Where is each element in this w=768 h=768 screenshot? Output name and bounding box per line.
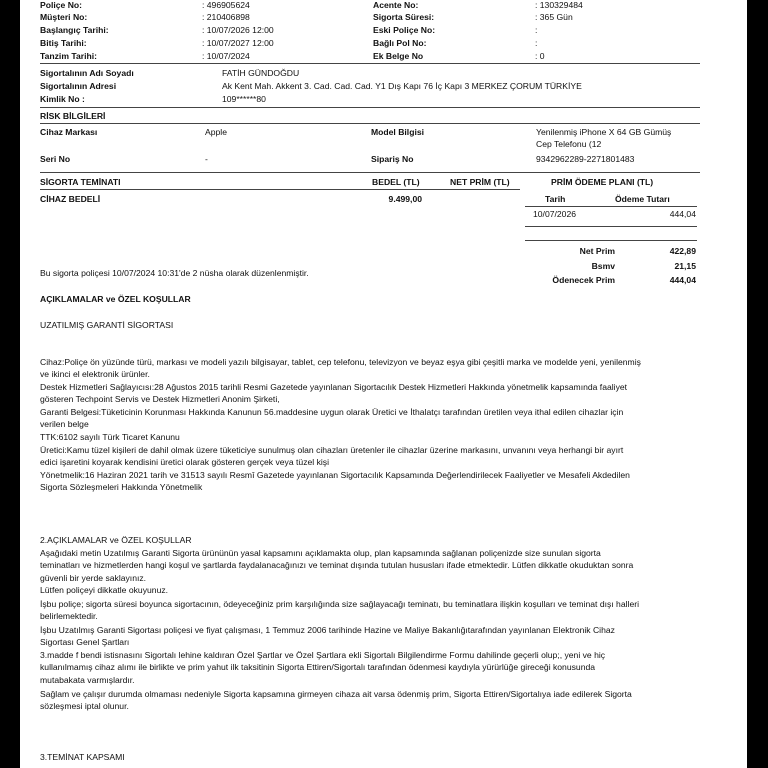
insured-divider (40, 107, 700, 108)
plan-col-amount: Ödeme Tutarı (615, 194, 670, 204)
totals-top-divider (525, 240, 697, 241)
coverage-col-plan: PRİM ÖDEME PLANI (TL) (551, 177, 654, 187)
net-premium-value: 422,89 (669, 246, 696, 256)
section1-line: Yönetmelik:16 Haziran 2021 tarih ve 31513 sayılı Resmî Gazetede yayınlanan Sigortacılık Kapsamında Değerlendirilecek Faaliyetler ve Mesafeli Akdedilen (40, 470, 630, 480)
section2-line: Aşağıdaki metin Uzatılmış Garanti Sigorta ürününün yasal kapsamını açıklamakta olup, plan kapsamında sağlanan poliçenizde size sunulan sigorta (40, 548, 601, 558)
section1-line: Garanti Belgesi:Tüketicinin Korunması Hakkında Kanunun 56.maddesine uygun olarak Üretici ve İthalatçı tarafından üretilen veya ithal edilen cihazlar için (40, 407, 624, 417)
linked-policy-value: : (535, 38, 538, 48)
risk-divider (40, 123, 700, 124)
bsmv-label: Bsmv (591, 261, 615, 271)
device-brand-value: Apple (205, 127, 227, 137)
section2-line: Lütfen poliçeyi dikkatle okuyunuz. (40, 585, 169, 595)
section2-line: belirlemektedir. (40, 611, 98, 621)
issue-date-value: : 10/07/2024 (202, 51, 250, 61)
section1-line: ve ikinci el elektronik ürünler. (40, 369, 150, 379)
coverage-row-name: CİHAZ BEDELİ (40, 194, 101, 204)
section2-line: İşbu Uzatılmış Garanti Sigortası poliçesi ve fiyat çalışması, 1 Temmuz 2006 tarihinde Hazine ve Maliye Bakanlığıtarafından yayınlanan Elektronik Cihaz (40, 625, 615, 635)
end-date-value: : 10/07/2027 12:00 (202, 38, 274, 48)
section2-line: teminatları ve hizmetlerden hangi koşul ve şartlarda faydalanacağınızı ve teminat dışında tutulan hususları ifade etmektedir. Lütfen dikkatle okuduktan sonra (40, 560, 634, 570)
coverage-row-bedel: 9.499,00 (388, 194, 422, 204)
plan-amount-value: 444,04 (669, 209, 696, 219)
risk-title: RİSK BİLGİLERİ (40, 111, 106, 121)
start-date-label: Başlangıç Tarihi: (40, 25, 109, 35)
insured-name-label: Sigortalının Adı Soyadı (40, 68, 134, 78)
section2-line: mutabakata varmışlardır. (40, 675, 135, 685)
issue-notice: Bu sigorta poliçesi 10/07/2024 10:31'de 2 nüsha olarak düzenlenmiştir. (40, 268, 309, 278)
serial-no-label: Seri No (40, 154, 71, 164)
bsmv-value: 21,15 (674, 261, 696, 271)
policy-no-label: Poliçe No: (40, 0, 83, 10)
section2-line: güvenli bir yerde saklayınız. (40, 573, 147, 583)
plan-header-divider (525, 206, 697, 207)
section2-line: Sigortası Genel Şartları (40, 637, 130, 647)
model-value-line2: Cep Telefonu (12 (536, 139, 602, 149)
coverage-col-net: NET PRİM (TL) (450, 177, 510, 187)
payable-premium-label: Ödenecek Prim (552, 275, 615, 285)
model-value-line1: Yenilenmiş iPhone X 64 GB Gümüş (536, 127, 672, 137)
agency-no-label: Acente No: (373, 0, 419, 10)
id-no-value: 109******80 (222, 94, 266, 104)
start-date-value: : 10/07/2026 12:00 (202, 25, 274, 35)
section1-line: edici işaretini koyarak kendisini üretici olarak gösteren gerçek veya tüzel kişi (40, 457, 329, 467)
section2-line: İşbu poliçe; sigorta süresi boyunca sigortacının, ödeyeceğiniz prim karşılığında size sağlayacağı teminatı, bu teminatlara ilişkin koşulları ve teminat dışı halleri (40, 599, 639, 609)
agency-no-value: : 130329484 (535, 0, 583, 10)
plan-col-date: Tarih (545, 194, 566, 204)
header-divider (40, 63, 700, 64)
section2-line: sözleşmesi iptal olunur. (40, 701, 129, 711)
id-no-label: Kimlik No : (40, 94, 85, 104)
policy-no-value: : 496905624 (202, 0, 250, 10)
section1-title: AÇIKLAMALAR ve ÖZEL KOŞULLAR (40, 294, 191, 304)
customer-no-label: Müşteri No: (40, 12, 88, 22)
coverage-top-divider (40, 172, 700, 173)
section2-title: 2.AÇIKLAMALAR ve ÖZEL KOŞULLAR (40, 535, 192, 545)
serial-no-value: - (205, 154, 208, 164)
old-policy-label: Eski Poliçe No: (373, 25, 436, 35)
section1-line: Üretici:Kamu tüzel kişileri de dahil olmak üzere tüketiciye sunulmuş olan cihazları üretenler ile cihazlar üzerine markasını, unvanını veya herhangi bir ayırt (40, 445, 624, 455)
section1-line: Sigorta Sözleşmeleri Hakkında Yönetmelik (40, 482, 203, 492)
issue-date-label: Tanzim Tarihi: (40, 51, 97, 61)
section2-line: kullanılmamış cihaz alımı ile birlikte ve prim yahut ilk taksitinin Sigorta Ettiren/Sigortalı tarafından ödenmesi kaydıyla yürürlüğe gireceği konusunda (40, 662, 596, 672)
linked-policy-label: Bağlı Pol No: (373, 38, 427, 48)
payable-premium-value: 444,04 (669, 275, 696, 285)
end-date-label: Bitiş Tarihi: (40, 38, 87, 48)
section3-title: 3.TEMİNAT KAPSAMI (40, 752, 125, 762)
section1-line: gösteren Techpoint Servis ve Destek Hizmetleri Anonim Şirketi, (40, 394, 280, 404)
customer-no-value: : 210406898 (202, 12, 250, 22)
section1-subtitle: UZATILMIŞ GARANTİ SİGORTASI (40, 320, 174, 330)
insured-address-value: Ak Kent Mah. Akkent 3. Cad. Cad. Cad. Y1 Dış Kapı 76 İç Kapı 3 MERKEZ ÇORUM TÜRKİYE (222, 81, 582, 91)
section1-line: verilen belge (40, 419, 89, 429)
order-no-label: Sipariş No (371, 154, 414, 164)
duration-value: : 365 Gün (535, 12, 573, 22)
device-brand-label: Cihaz Markası (40, 127, 98, 137)
insured-name-value: FATİH GÜNDOĞDU (222, 68, 300, 78)
attachment-no-label: Ek Belge No (373, 51, 424, 61)
coverage-col-bedel: BEDEL (TL) (372, 177, 420, 187)
insured-address-label: Sigortalının Adresi (40, 81, 117, 91)
section1-line: Cihaz:Poliçe ön yüzünde türü, markası ve modeli yazılı bilgisayar, tablet, cep telefonu, televizyon ve beyaz eşya gibi çeşitli marka ve modelde yeni, yenilenmiş (40, 357, 641, 367)
model-label: Model Bilgisi (371, 127, 424, 137)
section1-line: Destek Hizmetleri Sağlayıcısı:28 Ağustos 2015 tarihli Resmi Gazetede yayınlanan Sigortacılık Destek Hizmetleri Hakkında yönetmelik kapsamında faaliyet (40, 382, 628, 392)
section1-line: TTK:6102 sayılı Türk Ticaret Kanunu (40, 432, 180, 442)
order-no-value: 9342962289-2271801483 (536, 154, 635, 164)
plan-bottom-divider (525, 226, 697, 227)
section2-line: Sağlam ve çalışır durumda olmaması nedeniyle Sigorta kapsamına girmeyen cihaza ait varsa ödenmiş prim, Sigorta Ettiren/Sigortalıya iade edilerek Sigorta (40, 689, 632, 699)
net-premium-label: Net Prim (579, 246, 615, 256)
attachment-no-value: : 0 (535, 51, 545, 61)
coverage-col-teminat: SİGORTA TEMİNATI (40, 177, 121, 187)
section2-line: 3.madde f bendi istisnasını Sigortalı lehine kaldıran Özel Şartlar ve Özel Şartlara ekli Sigortalı Bilgilendirme Formu dahilinde geçerli olup;, yeni ve hiç (40, 650, 606, 660)
coverage-header-divider (40, 189, 520, 190)
old-policy-value: : (535, 25, 538, 35)
plan-date-value: 10/07/2026 (533, 209, 577, 219)
policy-document (20, 0, 747, 768)
duration-label: Sigorta Süresi: (373, 12, 435, 22)
